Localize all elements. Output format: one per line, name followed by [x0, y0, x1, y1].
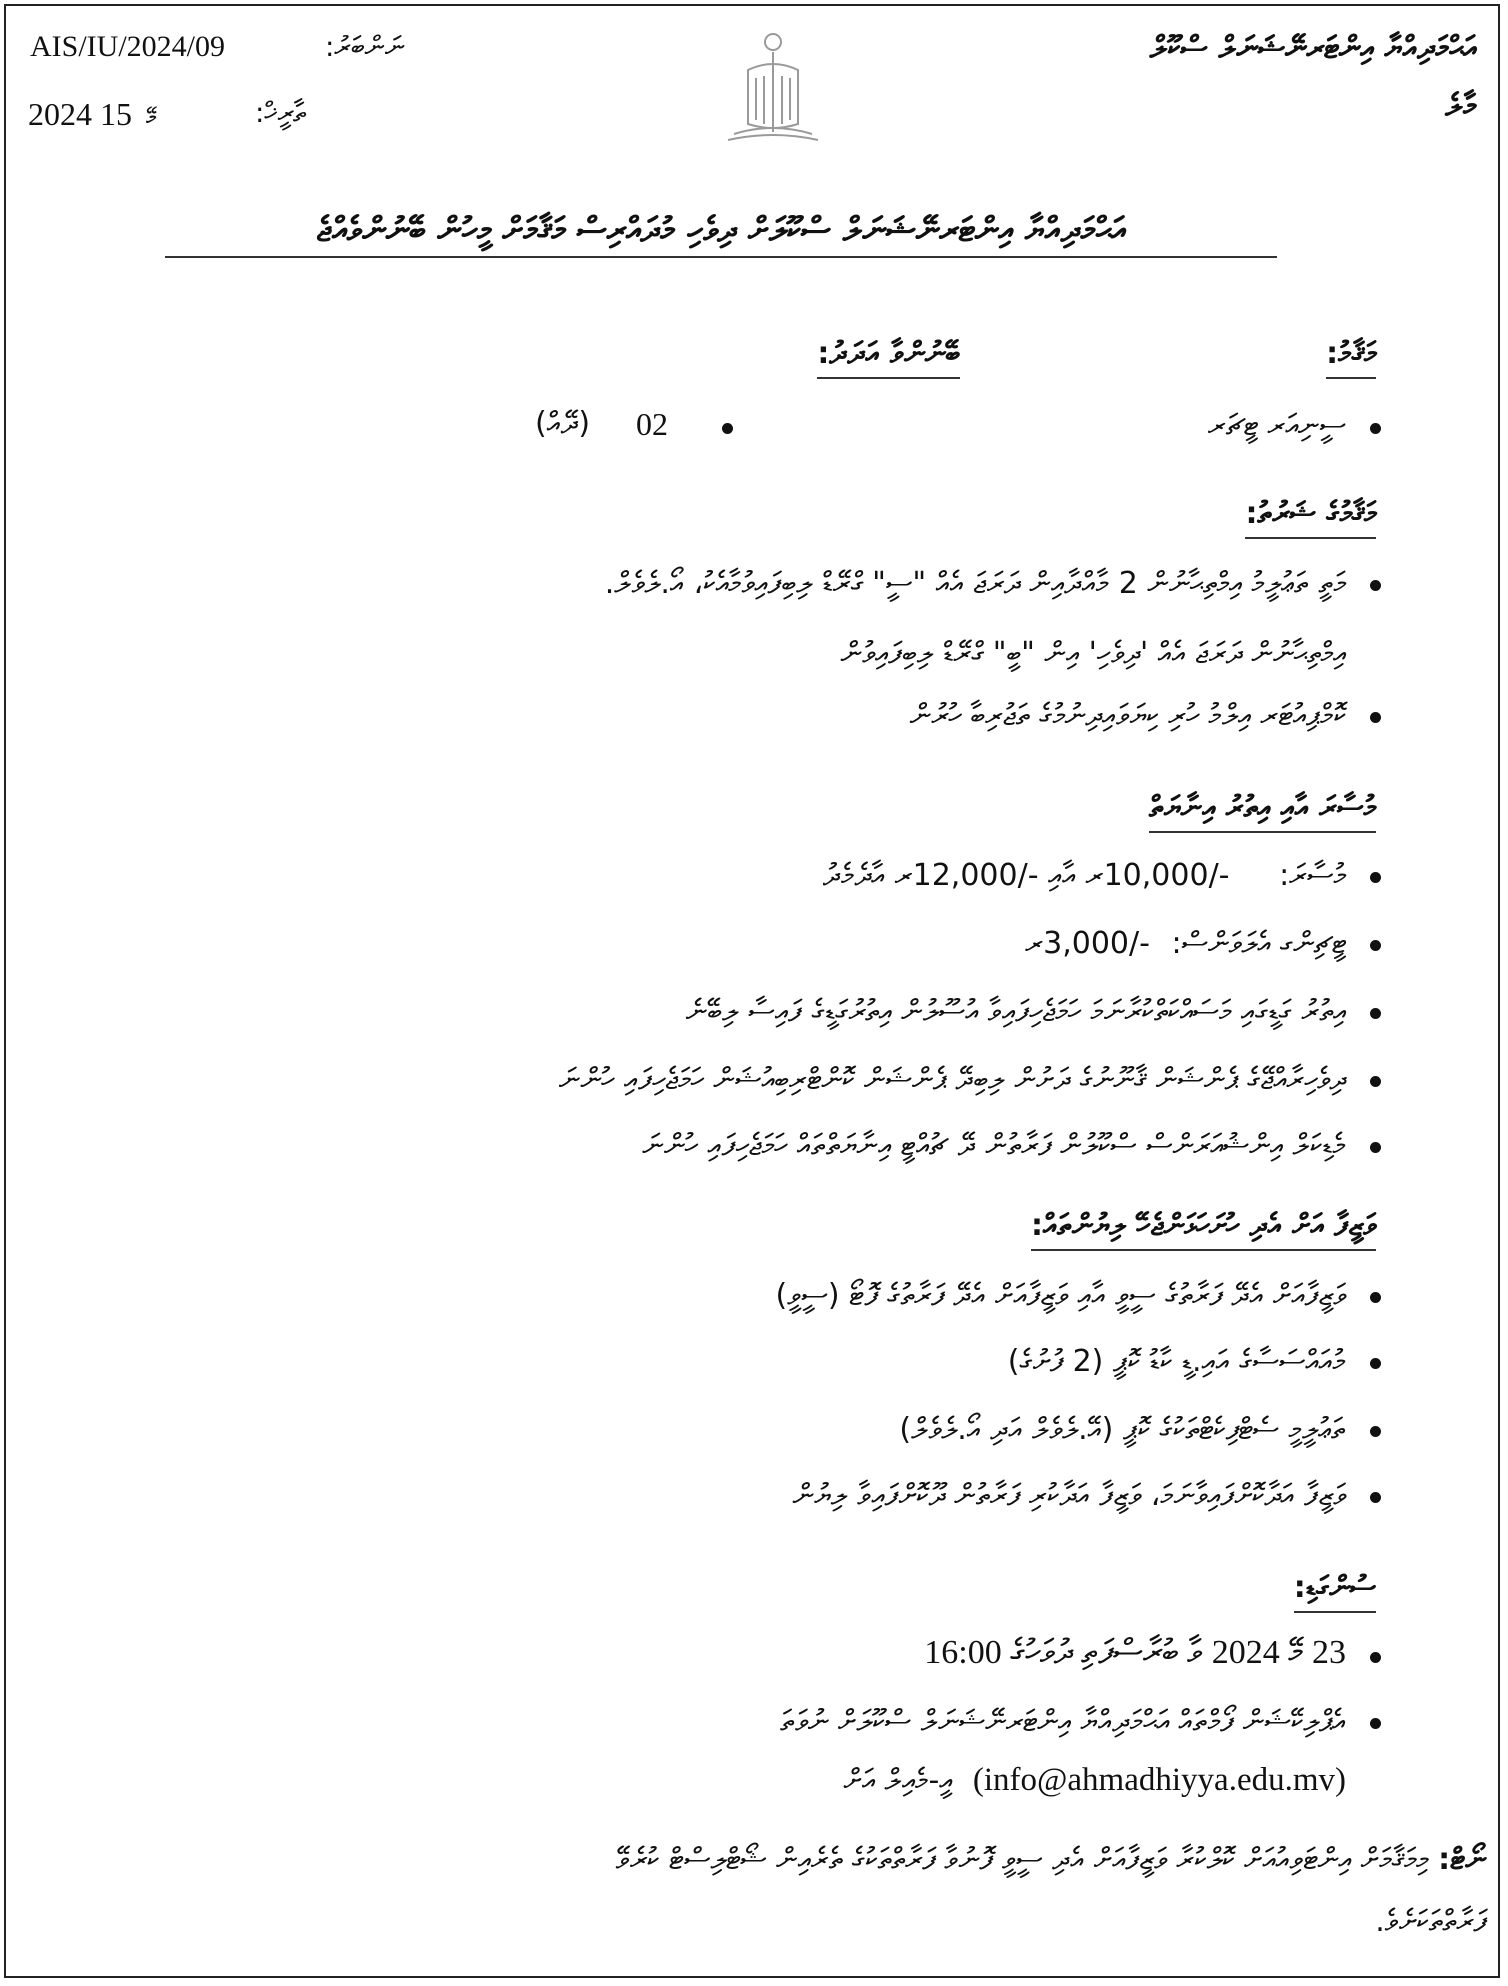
document-item: ވަޒީފާއަށް އެދޭ ފަރާތުގެ ސީވީ އާއި ވަޒީފާއަށް އެދޭ ފަރާތުގެ ފޮޓޯ (ސީވީ) [775, 1278, 1346, 1313]
pay-item: ދިވެހިރާއްޖޭގެ ޕެންޝަން ޤާނޫނުގެ ދަށުން ލިބިދޭ ޕެންޝަން ކޮންޓްރިބިއުޝަން ހަމަޖެހިފައި ހުންނަ [558, 1062, 1346, 1097]
post-name: ސީނިއަރ ޓީޗަރ [1208, 408, 1346, 443]
salary-label: މުސާރަ: [1279, 858, 1346, 893]
bullet [1370, 940, 1381, 951]
pay-item: އިތުރު ގަޑީގައި މަސައްކަތްކުރާނަމަ ހަމަޖެހިފައިވާ އުސޫލުން އިތުރުގަޑީގެ ފައިސާ ލިބޭނެ [685, 994, 1346, 1029]
vacancy-count: 02 [636, 406, 668, 442]
bullet [1370, 1426, 1381, 1437]
date-year: 2024 [28, 96, 92, 132]
qualification-item: ކޮމްޕިއުޓަރ އިލްމު ހުރި ކިޔަވައިދިނުމުގެ ތަޖުރިބާ ހުރުން [909, 698, 1346, 733]
page-title: އަޙްމަދިއްޔާ އިންޓަރނޭޝަނަލް ސްކޫލަށް ދިވެހި މުދައްރިސް މަޤާމަށް މީހުން ބޭނުންވެއްޖެ [165, 210, 1277, 258]
school-logo-icon [718, 28, 828, 148]
school-name: އަޙްމަދިއްޔާ އިންޓަރނޭޝަނަލް ސްކޫލް [1149, 30, 1476, 66]
qualifications-heading: މަޤާމުގެ ޝަރުތު: [1245, 496, 1376, 539]
email-address[interactable]: (info@ahmadhiyya.edu.mv) [972, 1762, 1346, 1798]
note-label: ނޯޓް: [1438, 1842, 1486, 1877]
vacancy-heading: ބޭނުންވާ އަދަދު: [817, 336, 960, 379]
pay-item: މެޑިކަލް އިންޝުއަރަންސް ސްކޫލުން ފަރާތުން ދޭ ޗުއްޓީ އިނާޔަތްތައް ހަމަޖެހިފައި ހުންނަ [642, 1128, 1346, 1163]
salary-value: -/10,000ރ އާއި -/12,000ރ އާދެމެދު [822, 858, 1230, 893]
bullet [1370, 1142, 1381, 1153]
bullet [1370, 1718, 1381, 1729]
deadline-date: 23 މޭ 2024 ވާ ބުރާސްފަތި ދުވަހުގެ 16:00 [924, 1634, 1346, 1671]
deadline-heading: ސުންގަޑި: [1294, 1570, 1376, 1613]
post-heading: މަޤާމު: [1326, 336, 1376, 379]
bullet [1370, 1652, 1381, 1663]
qualification-item: މަތީ ތަޢުލީމު އިމްތިޙާނުން 2 މާއްދާއިން ދަރަޖަ އެއް "ސީ" ގްރޭޑް ލިބިފައިވުމާއެކު، އޯ.ލެވެލް. [604, 566, 1346, 601]
document-item: ވަޒީފާ އަދާކޮށްފައިވާނަމަ، ވަޒީފާ އަދާކުރި ފަރާތުން ދޫކޮށްފައިވާ ލިޔުން [792, 1478, 1346, 1513]
bullet [1370, 1076, 1381, 1087]
reference-number: AIS/IU/2024/09 [30, 30, 225, 63]
deadline-submit-text: އެޕްލިކޭޝަން ފޯމްތައް އަޙްމަދިއްޔާ އިންޓަރނޭޝަނަލް ސްކޫލަށް ނުވަތަ [780, 1704, 1346, 1739]
page-frame [4, 4, 1500, 1978]
bullet [1370, 580, 1381, 591]
bullet [1370, 1292, 1381, 1303]
allowance-value: -/3,000ރ [1025, 926, 1150, 961]
note-line-2: ފަރާތްތަކަށެވެ. [1375, 1904, 1486, 1939]
bullet [1370, 1008, 1381, 1019]
vacancy-count-word: (ދޭއް) [535, 406, 591, 441]
bullet [1370, 1358, 1381, 1369]
bullet [1370, 1492, 1381, 1503]
email-suffix: އީ-މެއިލް އަށް [843, 1763, 954, 1798]
deadline-email-line [844, 1762, 1346, 1799]
bullet [1370, 423, 1381, 434]
salary-line [823, 858, 1346, 893]
bullet [722, 423, 733, 434]
date-line [28, 96, 163, 133]
documents-heading: ވަޒީފާ އަށް އެދި ހުށަހަޅަންޖެހޭ ލިޔުންތައް: [1031, 1208, 1376, 1251]
bullet [1370, 712, 1381, 723]
date-label: ތާރީޚް: [255, 96, 306, 129]
allowance-label: ޓީޗިންގ އެލަވަންސް: [1171, 926, 1346, 961]
pay-heading: މުސާރަ އާއި އިތުރު އިނާޔަތް [1149, 790, 1376, 833]
allowance-line [1025, 926, 1346, 961]
bullet [1370, 872, 1381, 883]
school-city: މާލެ [1445, 88, 1476, 124]
date-month: މޭ [146, 105, 157, 131]
note-text: މިމަޤާމަށް އިންޓަވިއުއަށް ކޮލްކުރާ ވަޒީފާއަށް އެދި ސީވީ ފޮނުވާ ފަރާތްތަކުގެ ތެރެއިން ޝޯޓްލިސްޓް ކުރެވޭ [615, 1842, 1429, 1877]
document-item: ތަޢުލީމީ ސެޓްފިކެޓްތަކުގެ ކޮޕީ (އޭ.ލެވެލް އަދި އޯ.ލެވެލް) [899, 1412, 1346, 1447]
reference-label: ނަންބަރު: [325, 30, 405, 63]
document-item: މުއައްސަސާގެ އައި.ޑީ ކާޑު ކޮޕީ (2 ފުށުގެ) [1007, 1344, 1346, 1379]
note-line-1 [26, 1842, 1486, 1877]
qualification-item: އިމްތިޙާނުން ދަރަޖަ އެއް 'ދިވެހި' އިން "ބީ" ގްރޭޑް ލިބިފައިވުން [840, 636, 1346, 671]
date-day: 15 [100, 96, 132, 132]
